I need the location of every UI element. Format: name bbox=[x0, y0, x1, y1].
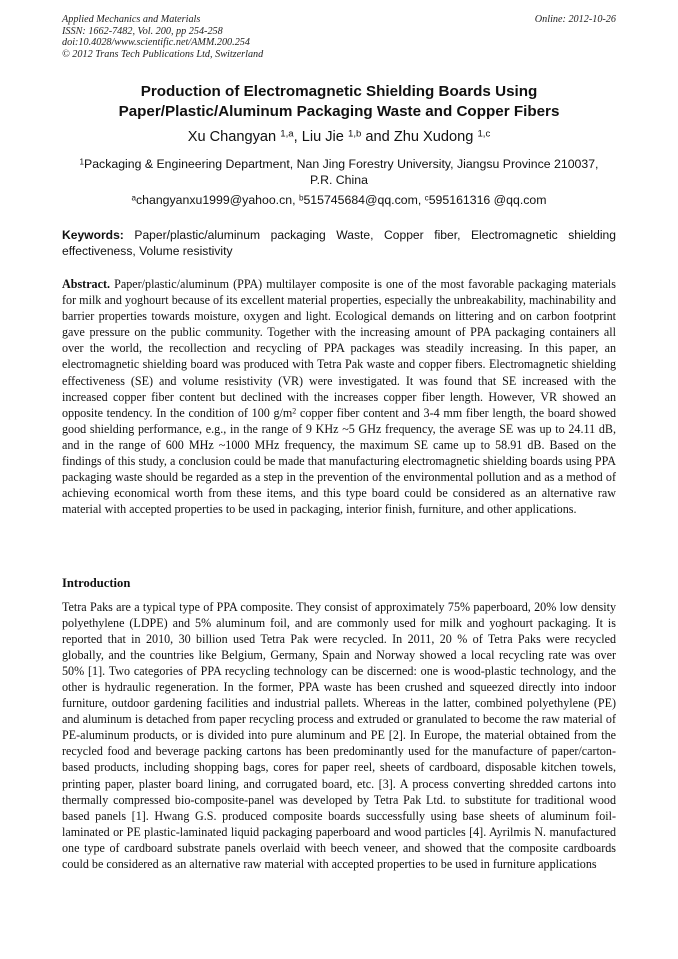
author-separator: and bbox=[361, 129, 394, 145]
abstract-sup: 2 bbox=[292, 406, 297, 416]
title-line-1: Production of Electromagnetic Shielding Boards Using bbox=[140, 83, 538, 100]
introduction-paragraph: Tetra Paks are a typical type of PPA composite. They consist of approximately 75% paperboard, 20% low density polyethylene (LDPE) and 5% aluminum foil, and are commonly used for milk and yoghourt packaging. It is reported that in 2010, 30 billion used Tetra Pak were recycled. In 2011, 20 % of Tetra Paks were recycled globally, and the countries like Belgium, Germany, Spain and Norway showed a local recycling rate was over 50% [1]. Two categories of PPA recycling technology can be discerned: one is wood-plastic technology, and the other is hydraulic regeneration. In the former, PPA waste has been crushed and squeezed directly into indoor furniture, outdoor gardening facilities and industrial pallets. Whereas in the latter, combined polyethylene (PE) and aluminum is detached from paper recycling process and extruded or granulated to become the raw material of PE-aluminum products, or is divided into pure aluminum and PE [2]. In Europe, the material obtained from the recycled food and beverage packing cartons has been predominantly used for the manufacture of paper/carton-based products, including shopping bags, cores for paper reel, sheets of cardboard, disposable kitchen towels, printing paper, plaster board lining, and corrugated board, etc. [3]. A process converting shredded cartons into thermally compressed bio-composite-panel was developed by Tetra Pak Ltd. to substitute for traditional wood based panels [1]. Hwang G.S. produced composite boards successfully using base sheets of aluminum foil-laminated or PE plastic-laminated liquid packaging paperboard and wood particles [4]. Ayrilmis N. manufactured one type of cardboard substrate panels overlaid with beech veneer, and showed that the composite cardboards could be considered as an alternative raw material with accepted properties to be used in furniture applications bbox=[62, 600, 616, 871]
affiliation-sup: 1 bbox=[79, 157, 85, 167]
issn-line: ISSN: 1662-7482, Vol. 200, pp 254-258 bbox=[62, 25, 223, 37]
section-heading-introduction: Introduction bbox=[62, 576, 131, 590]
keywords-label: Keywords: bbox=[62, 228, 124, 242]
author-name: Liu Jie bbox=[301, 129, 344, 145]
keywords bbox=[62, 228, 616, 260]
copyright-line: © 2012 Trans Tech Publications Ltd, Switzerland bbox=[62, 48, 264, 60]
journal-name: Applied Mechanics and Materials bbox=[62, 14, 201, 25]
affiliation-line-2: P.R. China bbox=[310, 173, 368, 187]
journal-header bbox=[62, 14, 616, 60]
affiliation bbox=[62, 156, 616, 188]
abstract-text: Paper/plastic/aluminum (PPA) multilayer composite is one of the most favorable packaging materials for milk and yoghourt because of its excellent material properties, especially the unbreakability, machinability and barrier properties towards moisture, oxygen and light. Ecological demands on littering and on carbon footprint gave pressure on the public community. Together with the increasing amount of PPA packaging containers all over the world, the recollection and recycling of PPA packages was steadily increasing. In this paper, an electromagnetic shielding board was produced with Tetra Pak waste and copper fibers. Electromagnetic shielding effectiveness (SE) and volume resistivity (VR) were investigated. It was found that SE increased with the increased copper fiber content but declined with the increases copper fiber length. However, VR showed an opposite tendency. In the condition of 100 g/m bbox=[62, 277, 617, 420]
author-sup: 1,b bbox=[347, 128, 362, 140]
email-sup: a bbox=[131, 193, 137, 203]
email-link[interactable]: changyanxu1999@yahoo.cn bbox=[136, 193, 293, 207]
abstract bbox=[62, 276, 616, 517]
email-sup: b bbox=[298, 193, 304, 203]
email-separator: , bbox=[292, 193, 299, 207]
email-sup: c bbox=[424, 193, 429, 203]
email-separator: , bbox=[417, 193, 425, 207]
email-list bbox=[62, 192, 616, 208]
affiliation-line-1: Packaging & Engineering Department, Nan Jing Forestry University, Jiangsu Province 210037, bbox=[84, 157, 599, 171]
doi-line: doi:10.4028/www.scientific.net/AMM.200.254 bbox=[62, 37, 250, 49]
introduction-body bbox=[62, 599, 616, 872]
title-line-2: Paper/Plastic/Aluminum Packaging Waste and Copper Fibers bbox=[118, 103, 560, 120]
email-link[interactable]: 595161316 @qq.com bbox=[428, 193, 547, 207]
email-link[interactable]: 515745684@qq.com bbox=[303, 193, 418, 207]
author-list bbox=[62, 128, 616, 146]
online-date: Online: 2012-10-26 bbox=[534, 14, 616, 25]
keywords-text: Paper/plastic/aluminum packaging Waste, Copper fiber, Electromagnetic shielding effectiveness, Volume resistivity bbox=[62, 228, 616, 258]
author-name: Xu Changyan bbox=[187, 129, 277, 145]
abstract-label: Abstract. bbox=[62, 277, 111, 291]
abstract-text: copper fiber content and 3-4 mm fiber length, the board showed good shielding performance, e.g., in the range of 9 KHz ~5 GHz frequency, the average SE was up to 24.11 dB, and in the range of 600 MHz ~1000 MHz frequency, the maximum SE came up to 58.91 dB. Based on the findings of this study, a conclusion could be made that manufacturing electromagnetic shielding boards using PPA packaging waste should be regarded as a step in the prevention of the environmental pollution and as a method of achieving economical worth from these items, and this type board could be considered as an alternative raw material with accepted properties to be used in packaging, interior finish, furniture, and other applications. bbox=[62, 405, 616, 517]
paper-title bbox=[62, 82, 616, 122]
author-name: Zhu Xudong bbox=[393, 129, 474, 145]
author-separator: , bbox=[293, 129, 302, 145]
author-sup: 1,a bbox=[280, 128, 294, 140]
author-sup: 1,c bbox=[477, 128, 491, 140]
